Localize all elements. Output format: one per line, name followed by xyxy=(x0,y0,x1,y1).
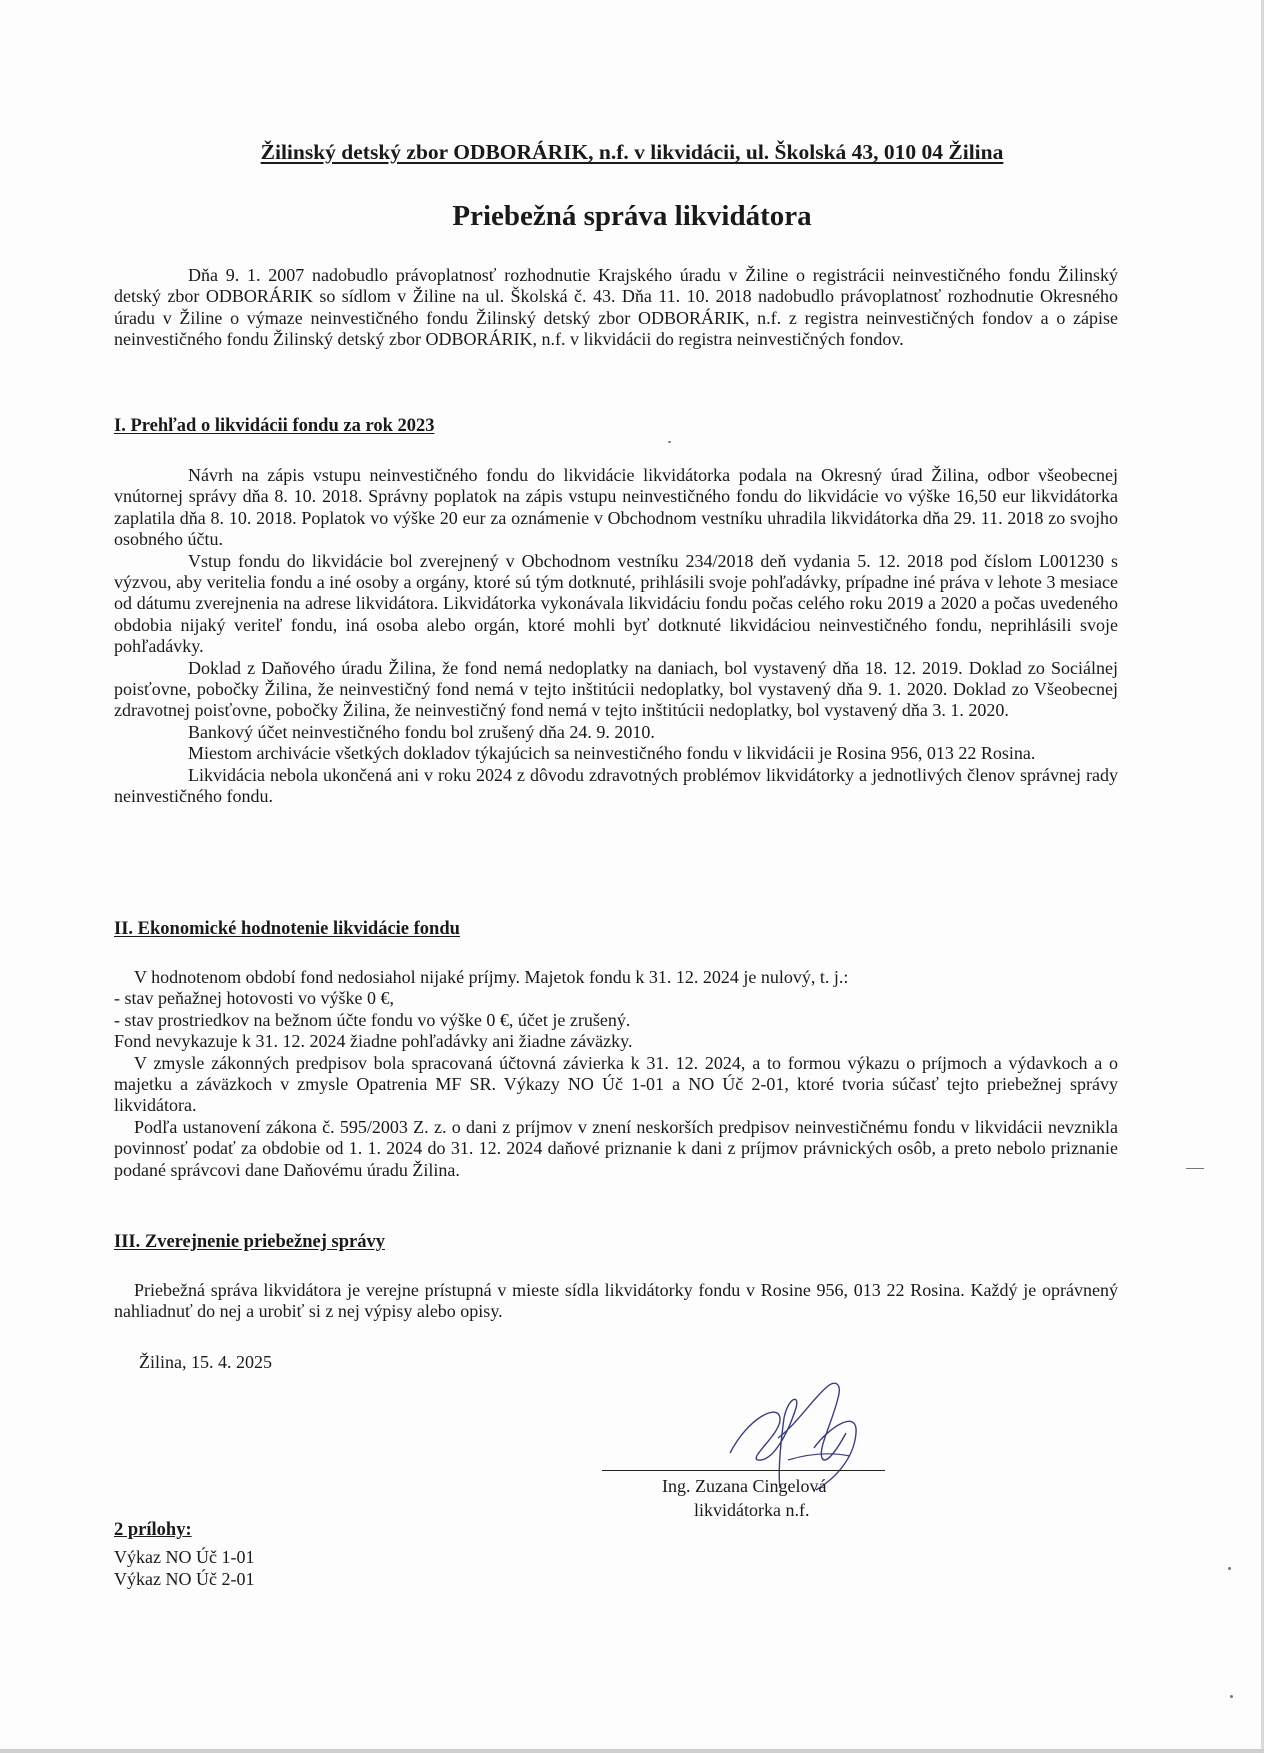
section-1-paragraph: Návrh na zápis vstupu neinvestičného fondu do likvidácie likvidátorka podala na Okresný úrad Žilina, odbor všeobecnej vnútornej správy dňa 8. 10. 2018. Správny poplatok na zápis vstupu neinvestičného fondu do likvidácie vo výške 16,50 eur likvidátorka zaplatila dňa 8. 10. 2018. Poplatok vo výške 20 eur za oznámenie v Obchodnom vestníku uhradila likvidátorka dňa 29. 11. 2018 zo svojho osobného účtu. xyxy=(114,465,1118,550)
attachment-item: Výkaz NO Úč 2-01 xyxy=(114,1569,255,1589)
document-title: Priebežná správa likvidátora xyxy=(452,200,812,232)
scan-speck xyxy=(1228,1567,1231,1570)
attachments-list xyxy=(114,1546,254,1590)
signer-name: Ing. Zuzana Cingelová xyxy=(662,1476,827,1496)
section-1-heading: I. Prehľad o likvidácii fondu za rok 2023 xyxy=(114,416,435,436)
section-3-heading: III. Zverejnenie priebežnej správy xyxy=(114,1232,385,1252)
signature-line xyxy=(602,1470,885,1471)
section-1-body xyxy=(114,465,1118,808)
scan-edge-bottom xyxy=(0,1749,1264,1753)
section-2-paragraph: Fond nevykazuje k 31. 12. 2024 žiadne pohľadávky ani žiadne záväzky. xyxy=(114,1031,633,1052)
scan-speck xyxy=(1230,1695,1233,1698)
place-and-date: Žilina, 15. 4. 2025 xyxy=(139,1352,272,1372)
scan-speck xyxy=(668,441,671,443)
section-2-list-item: - stav peňažnej hotovosti vo výške 0 €, xyxy=(114,988,394,1009)
attachments-title: 2 prílohy: xyxy=(114,1520,192,1540)
section-2-heading: II. Ekonomické hodnotenie likvidácie fondu xyxy=(114,919,460,939)
handwritten-signature xyxy=(718,1378,888,1518)
section-1-paragraph: Miestom archivácie všetkých dokladov týkajúcich sa neinvestičného fondu v likvidácii je Rosina 956, 013 22 Rosina. xyxy=(188,743,1036,764)
scan-speck xyxy=(1186,1168,1204,1169)
section-2-paragraph: V zmysle zákonných predpisov bola spracovaná účtovná závierka k 31. 12. 2024, a to formou výkazu o príjmoch a výdavkoch a o majetku a záväzkoch v zmysle Opatrenia MF SR. Výkazy NO Úč 1-01 a NO Úč 2-01, ktoré tvoria súčasť tejto priebežnej správy likvidátora. xyxy=(114,1052,1118,1116)
attachment-item: Výkaz NO Úč 1-01 xyxy=(114,1547,255,1567)
section-1-paragraph: Vstup fondu do likvidácie bol zverejnený v Obchodnom vestníku 234/2018 deň vydania 5. 12. 2018 pod číslom L001230 s výzvou, aby veritelia fondu a iné osoby a orgány, ktoré sú tým dotknuté, prihlásili svoje pohľadávky, prípadne iné práva v lehote 3 mesiace od dátumu zverejnenia na adrese likvidátora. Likvidátorka vykonávala likvidáciu fondu počas celého roku 2019 a 2020 a počas uvedeného obdobia nijaký veriteľ fondu, iná osoba alebo orgán, ktoré mohli byť dotknuté likvidáciou neinvestičného fondu, neprihlásili svoje pohľadávky. xyxy=(114,550,1118,657)
section-3-body xyxy=(114,1280,1118,1323)
organization-header: Žilinský detský zbor ODBORÁRIK, n.f. v likvidácii, ul. Školská 43, 010 04 Žilina xyxy=(260,140,1004,164)
signer-role: likvidátorka n.f. xyxy=(694,1500,810,1520)
section-1-paragraph: Bankový účet neinvestičného fondu bol zrušený dňa 24. 9. 2010. xyxy=(188,721,655,742)
section-2-paragraph: V hodnotenom období fond nedosiahol nijaké príjmy. Majetok fondu k 31. 12. 2024 je nulový, t. j.: xyxy=(134,967,849,987)
section-1-paragraph: Doklad z Daňového úradu Žilina, že fond nemá nedoplatky na daniach, bol vystavený dňa 18. 12. 2019. Doklad zo Sociálnej poisťovne, pobočky Žilina, že neinvestičný fond nemá v tejto inštitúcii nedoplatky, bol vystavený dňa 9. 1. 2020. Doklad zo Všeobecnej zdravotnej poisťovne, pobočky Žilina, že neinvestičný fond nemá v tejto inštitúcii nedoplatky, bol vystavený dňa 3. 1. 2020. xyxy=(114,657,1118,721)
section-2-list-item: - stav prostriedkov na bežnom účte fondu vo výške 0 €, účet je zrušený. xyxy=(114,1009,631,1030)
intro-block xyxy=(114,265,1118,351)
section-2-body xyxy=(114,967,1118,1181)
section-1-paragraph: Likvidácia nebola ukončená ani v roku 2024 z dôvodu zdravotných problémov likvidátorky a jednotlivých členov správnej rady neinvestičného fondu. xyxy=(114,764,1118,807)
intro-paragraph: Dňa 9. 1. 2007 nadobudlo právoplatnosť rozhodnutie Krajského úradu v Žiline o registrácii neinvestičného fondu Žilinský detský zbor ODBORÁRIK so sídlom v Žiline na ul. Školská č. 43. Dňa 11. 10. 2018 nadobudlo právoplatnosť rozhodnutie Okresného úradu v Žiline o výmaze neinvestičného fondu Žilinský detský zbor ODBORÁRIK, n.f. z registra neinvestičných fondov a o zápise neinvestičného fondu Žilinský detský zbor ODBORÁRIK, n.f. v likvidácii do registra neinvestičných fondov. xyxy=(114,265,1118,350)
section-2-paragraph: Podľa ustanovení zákona č. 595/2003 Z. z. o dani z príjmov v znení neskorších predpisov neinvestičnému fondu v likvidácii nevznikla povinnosť podať za obdobie od 1. 1. 2024 do 31. 12. 2024 daňové priznanie k dani z príjmov právnických osôb, a preto nebolo priznanie podané správcovi dane Daňovému úradu Žilina. xyxy=(114,1116,1118,1180)
section-3-paragraph: Priebežná správa likvidátora je verejne prístupná v mieste sídla likvidátorky fondu v Rosine 956, 013 22 Rosina. Každý je oprávnený nahliadnuť do nej a urobiť si z nej výpisy alebo opisy. xyxy=(114,1280,1118,1322)
